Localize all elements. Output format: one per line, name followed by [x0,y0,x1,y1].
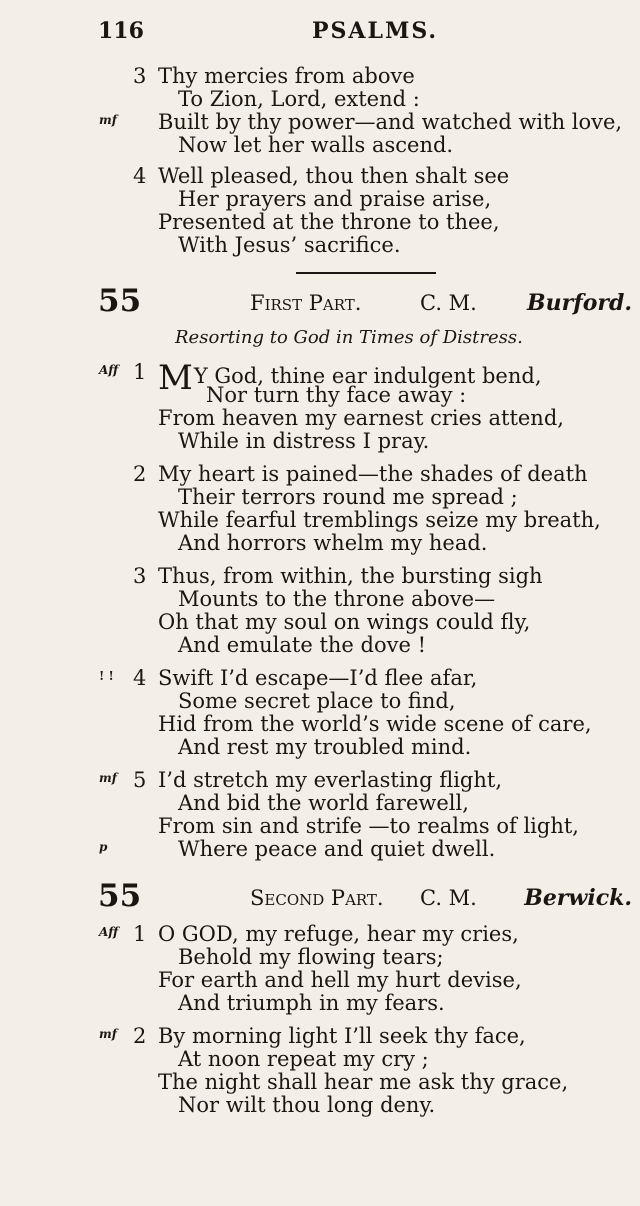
dynamic-mark: mf [99,113,117,127]
verse-line: With Jesus’ sacrifice. [178,233,401,257]
verse-line: Now let her walls ascend. [178,133,454,157]
verse-line: Thus, from within, the bursting sigh [158,564,543,588]
verse-line: Swift I’d escape—I’d flee afar, [158,666,478,690]
verse-line: Her prayers and praise arise, [178,187,492,211]
verse-line: Oh that my soul on wings could fly, [158,610,531,634]
verse-line: I’d stretch my everlasting flight, [158,768,502,792]
hymn-subtitle: Resorting to God in Times of Distress. [175,327,523,348]
verse-line: While fearful tremblings seize my breath, [158,508,601,532]
verse-line: And rest my troubled mind. [178,735,472,759]
verse-line: For earth and hell my hurt devise, [158,968,522,992]
verse-line: O GOD, my refuge, hear my cries, [158,922,519,946]
meter-label: C. M. [420,886,477,910]
verse-line: Well pleased, thou then shalt see [158,164,510,188]
drop-cap: M [158,358,193,398]
verse-line: Mounts to the throne above— [178,587,496,611]
verse-line: At noon repeat my cry ; [178,1047,429,1071]
verse-line-text: Y God, thine ear indulgent bend, [193,364,542,388]
verse-line: To Zion, Lord, extend : [178,87,420,111]
verse-line: Nor turn thy face away : [206,383,467,407]
verse-line: And triumph in my fears. [178,991,445,1015]
verse-line: Where peace and quiet dwell. [178,837,496,861]
verse-number: 3 [133,64,147,88]
verse-line: The night shall hear me ask thy grace, [158,1070,569,1094]
verse-line: And horrors whelm my head. [178,531,488,555]
dynamic-mark: Aff [99,925,119,939]
verse-line: Some secret place to find, [178,689,456,713]
verse-line: Thy mercies from above [158,64,415,88]
verse-line: My heart is pained—the shades of death [158,462,588,486]
dynamic-mark: ! ! [99,669,114,683]
verse-line: From heaven my earnest cries attend, [158,406,564,430]
psalm-number: 55 [98,878,142,914]
verse-number: 3 [133,564,147,588]
page-number: 116 [98,18,144,44]
verse-line: And emulate the dove ! [178,633,427,657]
part-label: Second Part. [250,886,384,910]
verse-line: And bid the world farewell, [178,791,469,815]
verse-line: While in distress I pray. [178,429,430,453]
verse-line: Presented at the throne to thee, [158,210,500,234]
dynamic-mark: mf [99,1027,117,1041]
verse-number: 4 [133,666,147,690]
psalm-number: 55 [98,283,142,319]
tune-name: Berwick. [524,885,632,911]
part-label: First Part. [250,291,362,315]
verse-number: 1 [133,360,147,384]
meter-label: C. M. [420,291,477,315]
verse-number: 2 [133,1024,147,1048]
dynamic-mark: p [99,840,108,854]
section-divider [296,272,436,274]
verse-number: 5 [133,768,147,792]
verse-number: 1 [133,922,147,946]
dynamic-mark: Aff [99,363,119,377]
verse-line: Built by thy power—and watched with love, [158,110,623,134]
page-header [98,18,604,48]
verse-line: From sin and strife —to realms of light, [158,814,579,838]
tune-name: Burford. [527,290,632,316]
verse-line: Their terrors round me spread ; [178,485,518,509]
dynamic-mark: mf [99,771,117,785]
verse-number: 2 [133,462,147,486]
verse-number: 4 [133,164,147,188]
verse-line: By morning light I’ll seek thy face, [158,1024,526,1048]
verse-line: Behold my flowing tears; [178,945,444,969]
verse-line: Hid from the world’s wide scene of care, [158,712,592,736]
running-title: PSALMS. [312,18,439,44]
verse-line: Nor wilt thou long deny. [178,1093,436,1117]
